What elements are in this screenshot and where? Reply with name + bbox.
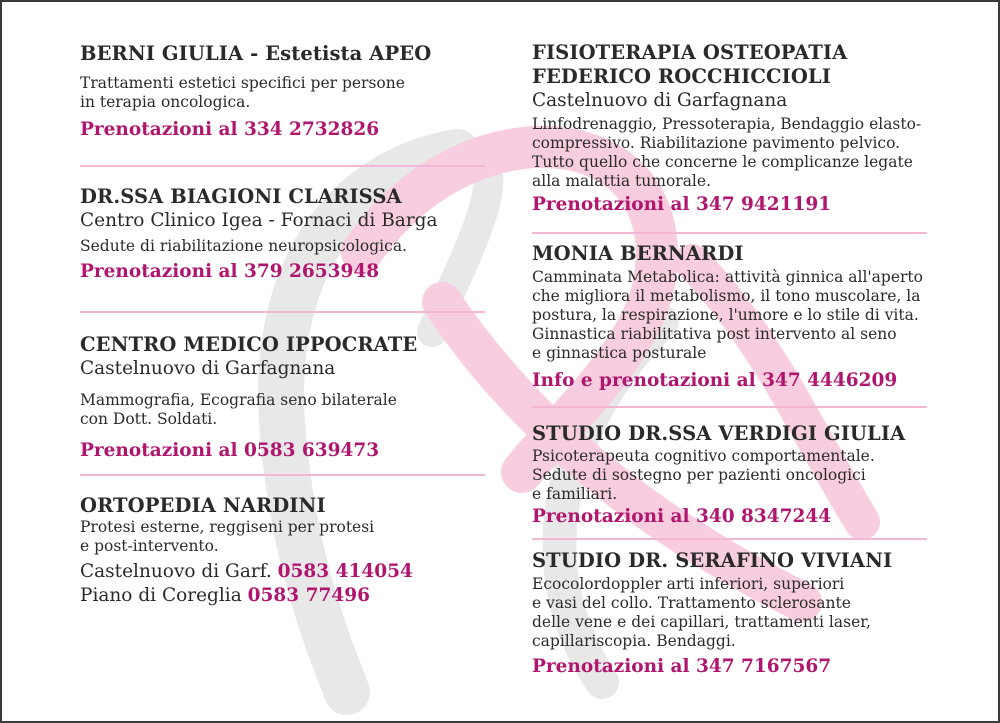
entry-description-line: Mammografia, Ecografia seno bilaterale (80, 391, 397, 409)
phone-number: 0583 414054 (277, 561, 413, 582)
booking-phone: Prenotazioni al 347 7167567 (532, 656, 832, 677)
entry-title: DR.SSA BIAGIONI CLARISSA (80, 185, 402, 208)
entry-description-line: con Dott. Soldati. (80, 410, 218, 428)
phone-number: 0583 77496 (247, 585, 370, 606)
booking-phone: Prenotazioni al 379 2653948 (80, 261, 380, 282)
entry-title-line: FISIOTERAPIA OSTEOPATIA (532, 41, 848, 64)
entry-description-line: delle vene e dei capillari, trattamenti laser, (532, 613, 871, 631)
phone-place: Castelnuovo di Garf. (80, 561, 272, 582)
entry-description-line: Linfodrenaggio, Pressoterapia, Bendaggio elasto- (532, 115, 922, 133)
entry-description-line: Tutto quello che concerne le complicanze legate (532, 153, 913, 171)
entry-title-line: FEDERICO ROCCHICCIOLI (532, 65, 831, 88)
phone-line (80, 560, 413, 584)
entry-location: Castelnuovo di Garfagnana (80, 358, 336, 379)
section-divider (80, 474, 485, 476)
booking-phone: Prenotazioni al 340 8347244 (532, 506, 832, 527)
entry-description-line: Protesi esterne, reggiseni per protesi (80, 518, 375, 536)
entry-description-line: postura, la respirazione, l'umore e lo stile di vita. (532, 306, 919, 324)
entry-description-line: e vasi del collo. Trattamento sclerosante (532, 594, 851, 612)
section-divider (532, 538, 927, 540)
entry-description-line: Sedute di riabilitazione neuropsicologica. (80, 237, 407, 255)
booking-phone: Prenotazioni al 347 9421191 (532, 194, 832, 215)
entry-title: STUDIO DR.SSA VERDIGI GIULIA (532, 422, 906, 445)
section-divider (80, 311, 485, 313)
phone-line (80, 584, 413, 608)
entry-description-line: e ginnastica posturale (532, 344, 707, 362)
entry-description-line: compressivo. Riabilitazione pavimento pelvico. (532, 134, 901, 152)
entry-description-line: che migliora il metabolismo, il tono muscolare, la (532, 287, 921, 305)
entry-title: BERNI GIULIA - Estetista APEO (80, 42, 432, 65)
entry-monia-bernardi (532, 242, 923, 393)
entry-fisioterapia-osteopatia (532, 41, 921, 217)
section-divider (80, 165, 485, 167)
entry-description-line: Sedute di sostegno per pazienti oncologici (532, 466, 866, 484)
section-divider (532, 406, 927, 408)
entry-title: CENTRO MEDICO IPPOCRATE (80, 333, 418, 356)
entry-studio-serafino-viviani (532, 549, 892, 679)
entry-description-line: Trattamenti estetici specifici per persone (80, 74, 405, 92)
entry-description-line: e familiari. (532, 485, 618, 503)
entry-ortopedia-nardini (80, 494, 413, 608)
entry-description-line: Camminata Metabolica: attività ginnica all'aperto (532, 268, 923, 286)
entry-studio-verdigi-giulia (532, 422, 905, 529)
entry-centro-medico-ippocrate (80, 333, 417, 463)
entry-title: ORTOPEDIA NARDINI (80, 494, 326, 517)
entry-description-line: in terapia oncologica. (80, 93, 251, 111)
booking-phone: Prenotazioni al 334 2732826 (80, 119, 380, 140)
entry-description-line: Ginnastica riabilitativa post intervento al seno (532, 325, 897, 343)
section-divider (532, 232, 927, 234)
booking-phone: Prenotazioni al 0583 639473 (80, 440, 380, 461)
entry-location: Castelnuovo di Garfagnana (532, 90, 788, 111)
entry-berni-giulia (80, 42, 431, 142)
entry-description-line: capillariscopia. Bendaggi. (532, 632, 736, 650)
phone-place: Piano di Coreglia (80, 585, 242, 606)
entry-title: MONIA BERNARDI (532, 242, 744, 265)
entry-title: STUDIO DR. SERAFINO VIVIANI (532, 549, 893, 572)
entry-biagioni-clarissa (80, 185, 438, 284)
entry-location: Centro Clinico Igea - Fornaci di Barga (80, 210, 438, 231)
booking-phone: Info e prenotazioni al 347 4446209 (532, 370, 898, 391)
entry-description-line: Ecocolordoppler arti inferiori, superiori (532, 575, 845, 593)
entry-description-line: alla malattia tumorale. (532, 172, 711, 190)
entry-description-line: Psicoterapeuta cognitivo comportamentale. (532, 447, 875, 465)
entry-description-line: e post-intervento. (80, 537, 219, 555)
